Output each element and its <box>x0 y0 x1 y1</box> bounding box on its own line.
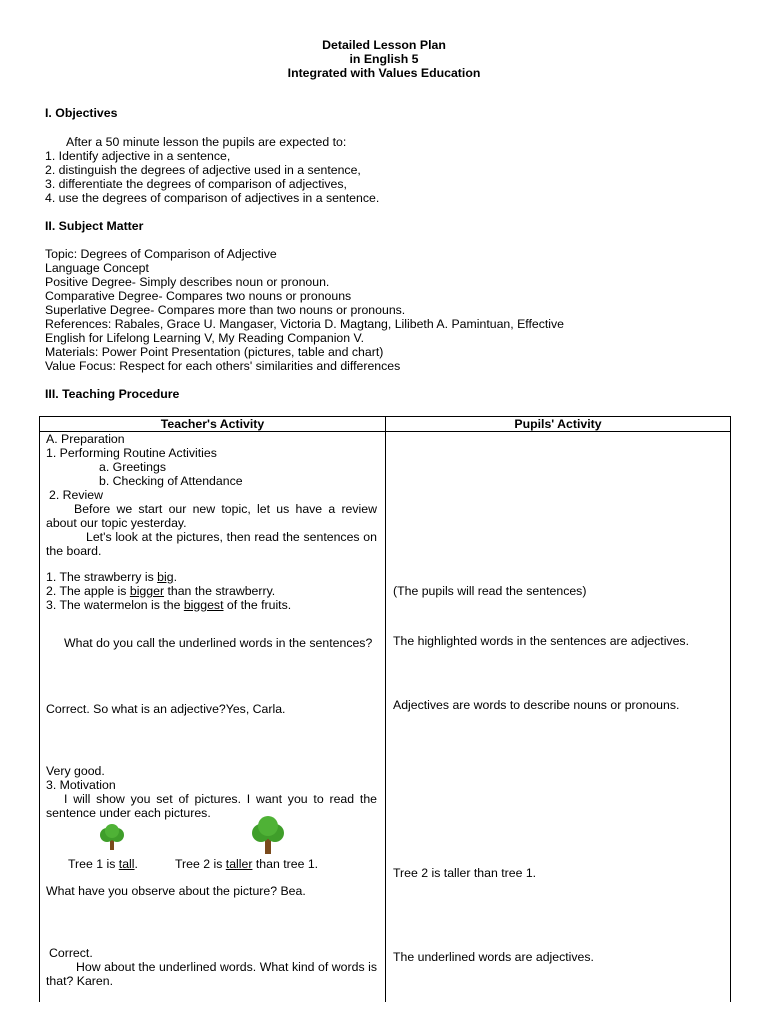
subject-line: Topic: Degrees of Comparison of Adjective <box>45 247 277 261</box>
subject-line: Comparative Degree- Compares two nouns or pronouns <box>45 289 352 303</box>
sentence-2 <box>46 584 275 598</box>
sentence-1-pre: 1. The strawberry is <box>46 570 158 584</box>
teacher-column-header: Teacher's Activity <box>40 417 386 432</box>
pupils-column-header: Pupils' Activity <box>386 417 731 432</box>
pupils-read-response: (The pupils will read the sentences) <box>393 584 587 598</box>
doc-title-line3: Integrated with Values Education <box>287 66 481 80</box>
observe-question: What have you observe about the picture? Bea. <box>46 884 306 898</box>
objective-item: 2. distinguish the degrees of adjective used in a sentence, <box>45 163 361 177</box>
table-row <box>40 432 731 1003</box>
objective-item: 1. Identify adjective in a sentence, <box>45 149 231 163</box>
tree-1-underlined: tall <box>118 857 135 871</box>
routine-label: 1. Performing Routine Activities <box>46 446 217 460</box>
sentence-3-underlined: biggest <box>183 598 224 612</box>
objectives-intro: After a 50 minute lesson the pupils are expected to: <box>66 135 347 149</box>
sentence-3-pre: 3. The watermelon is the <box>46 598 184 612</box>
subject-matter-heading: II. Subject Matter <box>45 219 144 233</box>
subject-line: Value Focus: Respect for each others' similarities and differences <box>45 359 401 373</box>
sentence-2-underlined: bigger <box>129 584 165 598</box>
subject-line: Materials: Power Point Presentation (pictures, table and chart) <box>45 345 384 359</box>
teacher-activity-cell <box>40 432 386 1003</box>
tree-2-post: than tree 1. <box>252 857 319 871</box>
tree-small-icon <box>98 824 126 850</box>
pupils-activity-cell <box>386 432 731 1003</box>
subject-line: English for Lifelong Learning V, My Reading Companion V. <box>45 331 365 345</box>
very-good-text: Very good. <box>46 764 105 778</box>
procedure-table <box>39 416 731 1002</box>
adjective-question: Correct. So what is an adjective?Yes, Carla. <box>46 702 286 716</box>
sentence-1-post: . <box>173 570 178 584</box>
pupils-adjective-definition: Adjectives are words to describe nouns or pronouns. <box>393 698 680 712</box>
sentence-3-post: of the fruits. <box>223 598 292 612</box>
tree-1-post: . <box>134 857 138 871</box>
subject-line: Positive Degree- Simply describes noun or pronoun. <box>45 275 330 289</box>
objective-item: 4. use the degrees of comparison of adjectives in a sentence. <box>45 191 380 205</box>
pupils-taller-response: Tree 2 is taller than tree 1. <box>393 866 537 880</box>
objective-item: 3. differentiate the degrees of comparison of adjectives, <box>45 177 347 191</box>
sentence-2-post: than the strawberry. <box>164 584 276 598</box>
sentence-2-pre: 2. The apple is <box>46 584 130 598</box>
subject-line: Superlative Degree- Compares more than two nouns or pronouns. <box>45 303 406 317</box>
tree-2-underlined: taller <box>225 857 253 871</box>
review-text: Before we start our new topic, let us have a review about our topic yesterday. <box>46 502 377 530</box>
sentence-3 <box>46 598 291 612</box>
objectives-heading: I. Objectives <box>45 106 118 120</box>
motivation-text: I will show you set of pictures. I want you to read the sentence under each pictures. <box>46 792 377 820</box>
table-header-row <box>40 417 731 432</box>
underlined-question: What do you call the underlined words in the sentences? <box>64 636 373 650</box>
tree-large-icon <box>251 816 285 854</box>
pupils-highlighted-response: The highlighted words in the sentences are adjectives. <box>393 634 689 648</box>
motivation-label: 3. Motivation <box>46 778 116 792</box>
attendance-label: b. Checking of Attendance <box>99 474 243 488</box>
tree-2-sentence <box>175 857 318 871</box>
subject-line: References: Rabales, Grace U. Mangaser, Victoria D. Magtang, Lilibeth A. Pamintuan, Effective <box>45 317 565 331</box>
sentence-1 <box>46 570 177 584</box>
review-label: 2. Review <box>49 488 103 502</box>
procedure-heading: III. Teaching Procedure <box>45 387 180 401</box>
underlined-kind-question: How about the underlined words. What kind of words is that? Karen. <box>46 960 377 988</box>
sentence-1-underlined: big <box>157 570 174 584</box>
subject-line: Language Concept <box>45 261 149 275</box>
pupils-underlined-response: The underlined words are adjectives. <box>393 950 594 964</box>
preparation-label: A. Preparation <box>46 432 125 446</box>
doc-title-line2: in English 5 <box>349 52 419 66</box>
greetings-label: a. Greetings <box>99 460 166 474</box>
tree-1-sentence <box>68 857 138 871</box>
look-text: Let's look at the pictures, then read the sentences on the board. <box>46 530 377 558</box>
doc-title-line1: Detailed Lesson Plan <box>322 38 446 52</box>
tree-1-pre: Tree 1 is <box>68 857 119 871</box>
correct-text: Correct. <box>49 946 93 960</box>
tree-2-pre: Tree 2 is <box>175 857 226 871</box>
